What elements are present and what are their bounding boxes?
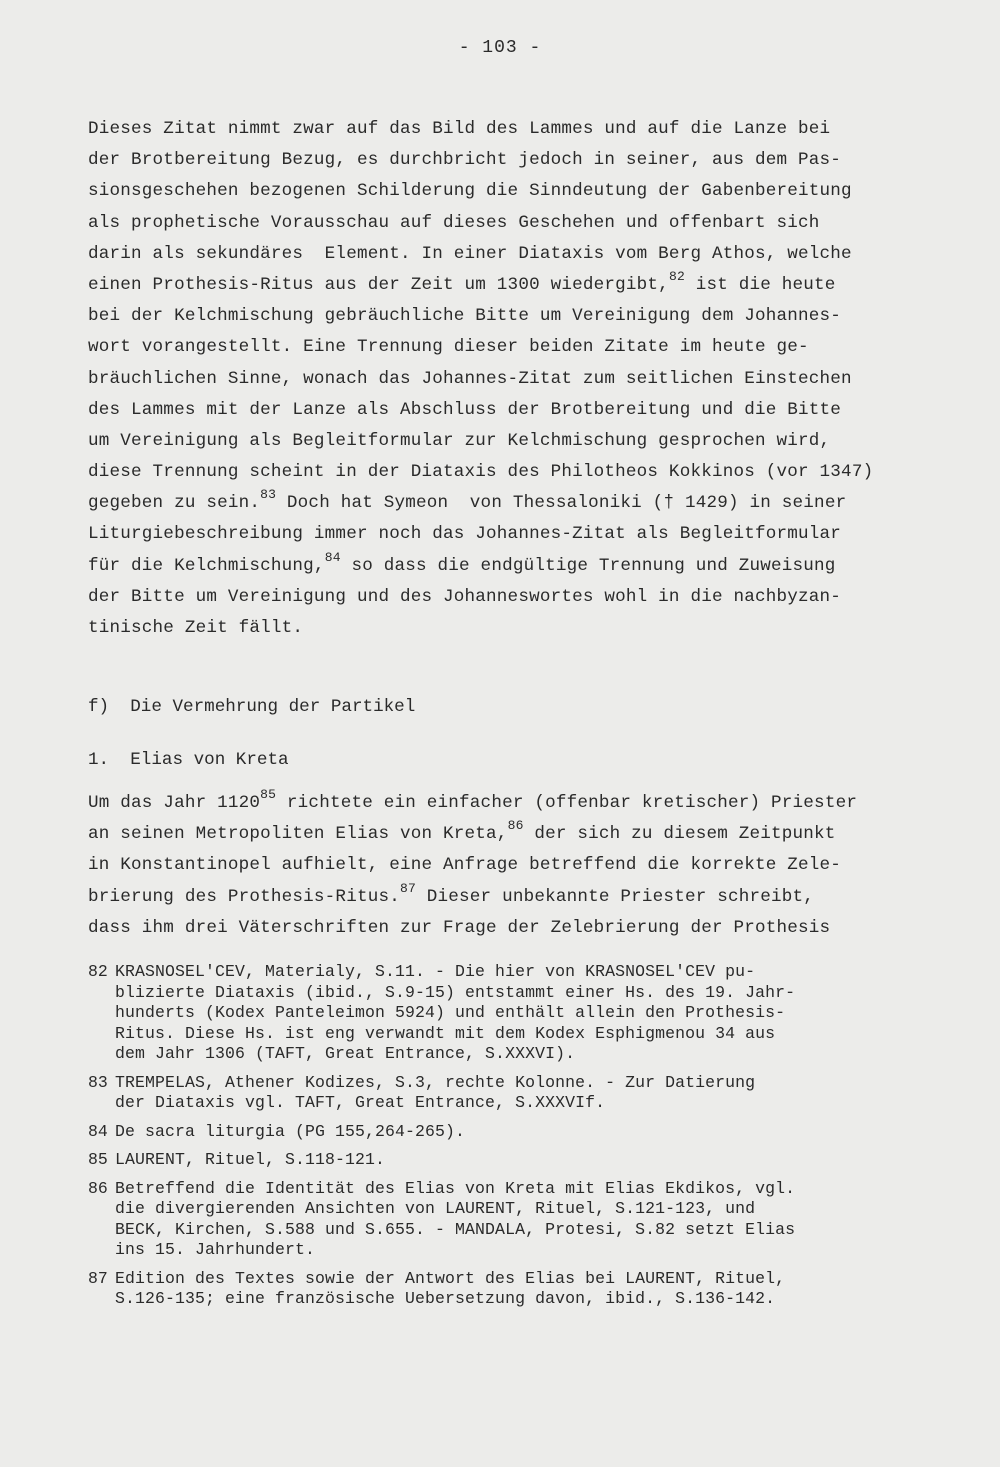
line-text: Dieser unbekannte Priester schreibt, xyxy=(416,886,815,907)
footnote-line: S.126-135; eine französische Uebersetzung davon, ibid., S.136-142. xyxy=(115,1289,776,1308)
line-text: der sich zu diesem Zeitpunkt xyxy=(523,824,836,845)
footnote-line: LAURENT, Rituel, S.118-121. xyxy=(115,1150,386,1169)
footnote-number: 83 xyxy=(88,1072,108,1092)
footnote xyxy=(88,1269,938,1310)
footnote-line: die divergierenden Ansichten von LAURENT, Rituel, S.121-123, und xyxy=(115,1199,756,1218)
line-text: richtete ein einfacher (offenbar kretischer) Priester xyxy=(276,793,858,813)
text-line: als prophetische Vorausschau auf dieses Geschehen und offenbart sich xyxy=(88,212,820,233)
footnote-body xyxy=(115,1150,938,1171)
footnote-line: dem Jahr 1306 (TAFT, Great Entrance, S.XXXVI). xyxy=(115,1044,576,1063)
line-text: einen Prothesis-Ritus aus der Zeit um 1300 wiedergibt, xyxy=(88,274,669,295)
footnote-line: hunderts (Kodex Panteleimon 5924) und enthält allein den Prothesis- xyxy=(115,1003,786,1022)
footnote xyxy=(88,1122,938,1143)
text-line: wort vorangestellt. Eine Trennung dieser beiden Zitate im heute ge- xyxy=(88,337,809,358)
footnote-line: KRASNOSEL'CEV, Materialy, S.11. - Die hier von KRASNOSEL'CEV pu- xyxy=(115,962,756,981)
text-line: Liturgiebeschreibung immer noch das Johannes-Zitat als Begleitformular xyxy=(88,524,842,545)
footnote-line: BECK, Kirchen, S.588 und S.655. - MANDALA, Protesi, S.82 setzt Elias xyxy=(115,1219,796,1239)
footnote-line: der Diataxis vgl. TAFT, Great Entrance, S.XXXVIf. xyxy=(115,1093,606,1112)
text-line: in Konstantinopel aufhielt, eine Anfrage betreffend die korrekte Zele- xyxy=(88,855,842,876)
footnote-reference: 87 xyxy=(399,880,416,896)
footnote-line: blizierte Diataxis (ibid., S.9-15) entstammt einer Hs. des 19. Jahr- xyxy=(115,982,796,1002)
line-text: für die Kelchmischung, xyxy=(88,555,325,576)
line-text: gegeben zu sein. xyxy=(88,493,261,514)
footnotes-section xyxy=(88,962,938,1318)
text-line xyxy=(88,788,938,819)
footnote xyxy=(88,962,938,1065)
text-line xyxy=(88,270,938,301)
footnote-number: 87 xyxy=(88,1268,108,1288)
text-line xyxy=(88,819,938,850)
footnote-line: ins 15. Jahrhundert. xyxy=(115,1240,316,1259)
footnote-reference: 84 xyxy=(324,549,341,565)
text-line: diese Trennung scheint in der Diataxis des Philotheos Kokkinos (vor 1347) xyxy=(88,462,874,483)
section-heading: f) Die Vermehrung der Partikel xyxy=(88,697,416,717)
footnote-line: Edition des Textes sowie der Antwort des Elias bei LAURENT, Rituel, xyxy=(115,1268,786,1288)
footnote-number: 85 xyxy=(88,1150,108,1169)
line-text: Um das Jahr 1120 xyxy=(88,793,261,813)
text-line xyxy=(88,551,938,582)
footnote xyxy=(88,1179,938,1261)
text-line: der Bitte um Vereinigung und des Johanneswortes wohl in die nachbyzan- xyxy=(88,586,842,607)
line-text: brierung des Prothesis-Ritus. xyxy=(88,886,400,907)
footnote-reference: 86 xyxy=(507,818,524,834)
footnote-body xyxy=(115,1073,938,1114)
page-number: - 103 - xyxy=(458,38,542,58)
footnote-body xyxy=(115,1269,938,1310)
text-line: um Vereinigung als Begleitformular zur Kelchmischung gesprochen wird, xyxy=(88,430,831,451)
line-text: an seinen Metropoliten Elias von Kreta, xyxy=(88,824,508,845)
text-line: tinische Zeit fällt. xyxy=(88,618,304,638)
footnote-body xyxy=(115,1122,938,1143)
text-line xyxy=(88,882,938,913)
footnote xyxy=(88,1073,938,1114)
footnote-number: 82 xyxy=(88,962,108,981)
footnote-reference: 83 xyxy=(260,487,277,503)
footnote-body xyxy=(115,1179,938,1261)
main-paragraph-2 xyxy=(88,788,938,944)
footnote xyxy=(88,1150,938,1171)
text-line: dass ihm drei Väterschriften zur Frage der Zelebrierung der Prothesis xyxy=(88,917,831,938)
subsection-heading: 1. Elias von Kreta xyxy=(88,750,289,770)
text-line: der Brotbereitung Bezug, es durchbricht jedoch in seiner, aus dem Pas- xyxy=(88,150,842,171)
text-line: sionsgeschehen bezogenen Schilderung die Sinndeutung der Gabenbereitung xyxy=(88,181,852,202)
line-text: Doch hat Symeon von Thessaloniki († 1429) in seiner xyxy=(276,493,847,514)
footnote-body xyxy=(115,962,938,1065)
footnote-reference: 82 xyxy=(668,268,685,284)
text-line xyxy=(88,488,938,519)
footnote-number: 86 xyxy=(88,1178,108,1198)
text-line: bei der Kelchmischung gebräuchliche Bitte um Vereinigung dem Johannes- xyxy=(88,306,842,327)
text-line: darin als sekundäres Element. In einer Diataxis vom Berg Athos, welche xyxy=(88,243,852,264)
footnote-line: Betreffend die Identität des Elias von Kreta mit Elias Ekdikos, vgl. xyxy=(115,1178,796,1198)
footnote-number: 84 xyxy=(88,1121,108,1141)
footnote-line: TREMPELAS, Athener Kodizes, S.3, rechte Kolonne. - Zur Datierung xyxy=(115,1072,756,1092)
text-line: Dieses Zitat nimmt zwar auf das Bild des Lammes und auf die Lanze bei xyxy=(88,119,831,139)
footnote-line: De sacra liturgia (PG 155,264-265). xyxy=(115,1121,466,1141)
main-paragraph-1 xyxy=(88,114,938,644)
line-text: so dass die endgültige Trennung und Zuweisung xyxy=(340,555,836,576)
footnote-reference: 85 xyxy=(260,787,277,802)
text-line: bräuchlichen Sinne, wonach das Johannes-Zitat zum seitlichen Einstechen xyxy=(88,368,852,389)
line-text: ist die heute xyxy=(684,274,836,295)
text-line: des Lammes mit der Lanze als Abschluss der Brotbereitung und die Bitte xyxy=(88,399,842,420)
footnote-line: Ritus. Diese Hs. ist eng verwandt mit dem Kodex Esphigmenou 34 aus xyxy=(115,1023,776,1043)
